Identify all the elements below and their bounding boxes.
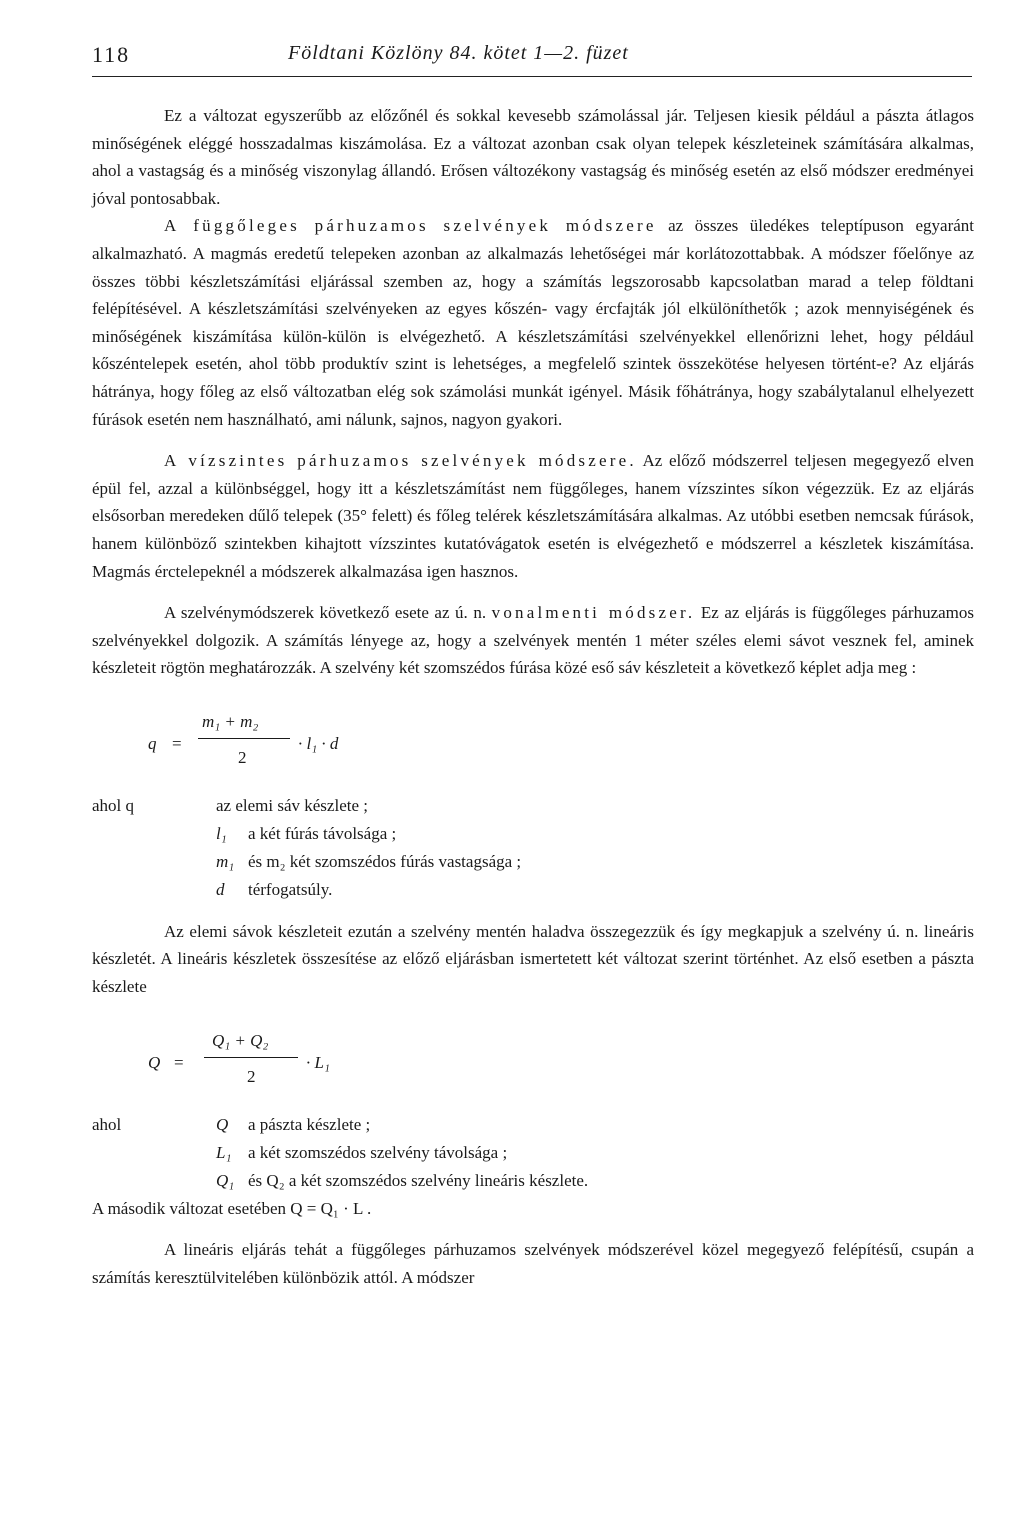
definition-symbol: d (216, 879, 225, 899)
definition-row (92, 848, 974, 876)
formula-q-eq: = (172, 733, 182, 753)
definition-symbol: l₁ (216, 823, 227, 843)
formula-Q-fraction-bar (204, 1057, 298, 1058)
definition-lead: ahol q (92, 795, 135, 815)
definition-row (92, 820, 974, 848)
paragraph-4-before: A szelvénymódszerek következő esete az ú. n. (164, 603, 492, 623)
definition-row (92, 1167, 974, 1195)
definitions-1 (92, 792, 974, 904)
formula-Q-eq: = (174, 1052, 184, 1072)
page-number: 118 (92, 42, 131, 67)
definition-text: az elemi sáv készlete ; (216, 795, 368, 815)
definition-row (92, 792, 974, 820)
definition-lead (92, 1167, 216, 1195)
definitions-2 (92, 1111, 974, 1195)
paragraph-4-text: Ez az eljárás is függőleges párhuzamos szelvényekkel dolgozik. A számítás lényege az, hogy a szelvények mentén 1 méter széles elemi sávot vesznek fel, aminek készleteit rögtön meghatározzák. A szelvény két szomszédos fúrása közé eső sáv készleteit a következő képlet adja meg : (92, 603, 975, 678)
formula-q-numerator: m₁ + m₂ (202, 711, 259, 731)
formula-q-lhs: q (148, 733, 157, 753)
definition-lead (92, 876, 216, 904)
definition-text: a két szomszédos szelvény távolsága ; (248, 1142, 508, 1162)
formula-Q (92, 1023, 974, 1103)
definition-text: és Q₂ a két szomszédos szelvény lineáris készlete. (248, 1170, 589, 1190)
paragraph-3-text: Az előző módszerrel teljesen megegyező elven épül fel, azzal a különbséggel, hogy itt a készletszámítást nem függőleges, hanem vízszintes síkon végezzük. Ez az eljárás elsősorban meredeken dűlő telepek (35° felett) és főleg telérek készletszámítására alkalmas. Az utóbbi esetben nemcsak fúrások, hanem különböző szintekben kihajtott vízszintes kutatóvágatok esetén is elvégezhető e módszerrel a készletek kiszámítása. Magmás érctelepeknél a módszerek alkalmazása igen hasznos. (92, 451, 974, 581)
definition-text: a két fúrás távolsága ; (248, 823, 397, 843)
section-heading-horizontal-sections: A vízszintes párhuzamos szelvények módszere. (164, 451, 637, 471)
definition-row (92, 876, 974, 904)
definition-row (92, 1139, 974, 1167)
definition-lead (92, 820, 216, 848)
definition-row (92, 1111, 974, 1139)
definition-text: a pászta készlete ; (248, 1114, 371, 1134)
definition-symbol: L₁ (216, 1142, 232, 1162)
formula-q (92, 704, 974, 784)
formula-q-denominator: 2 (238, 747, 247, 767)
paragraph-3 (92, 447, 974, 585)
section-heading-vertical-sections: A függőleges párhuzamos szelvények módszere (164, 216, 657, 236)
paragraph-2 (92, 212, 974, 433)
paragraph-7: A lineáris eljárás tehát a függőleges párhuzamos szelvények módszerével közel megegyező felépítésű, csupán a számítás keresztülvitelében különbözik attól. A módszer (92, 1240, 974, 1287)
section-heading-line-method: vonalmenti módszer. (491, 603, 696, 623)
paragraph-1: Ez a változat egyszerűbb az előzőnél és sokkal kevesebb számolással jár. Teljesen kiesik például a pászta átlagos minőségének eléggé hosszadalmas kiszámolása. Ez a változat azonban csak olyan telepek készleteinek számítására alkalmas, ahol a vastagság és a minőség viszonylag állandó. Erősen változékony vastagság és minőség esetén az első módszer eredményei jóval pontosabbak. (92, 106, 974, 208)
definition-text: és m₂ két szomszédos fúrás vastagsága ; (248, 851, 522, 871)
formula-Q-lhs: Q (148, 1052, 161, 1072)
definition-lead (92, 1139, 216, 1167)
paragraph-5: Az elemi sávok készleteit ezután a szelvény mentén haladva összegezzük és így megkapjuk a szelvény ú. n. lineáris készletét. A lineáris készletek összesítése az előző eljárásban ismertetett két változat szerint történhet. Az első esetben a pászta készlete (92, 921, 974, 997)
definition-symbol: Q₁ (216, 1170, 235, 1190)
definition-symbol: Q (216, 1114, 229, 1134)
journal-title: Földtani Közlöny 84. kötet 1—2. füzet (288, 42, 629, 64)
formula-q-tail: · l₁ · d (298, 733, 339, 753)
formula-Q-numerator: Q₁ + Q₂ (212, 1030, 269, 1050)
formula-Q-tail: · L₁ (306, 1052, 330, 1072)
paragraph-4 (92, 599, 974, 682)
definition-symbol: m₁ (216, 851, 235, 871)
formula-q-fraction-bar (198, 738, 290, 739)
definition-lead (92, 848, 216, 876)
page-header (92, 40, 972, 77)
definition-lead: ahol (92, 1114, 122, 1134)
formula-Q-denominator: 2 (247, 1066, 256, 1086)
paragraph-6: A második változat esetében Q = Q₁ · L . (92, 1198, 372, 1218)
body-text (92, 102, 974, 1291)
definition-text: térfogatsúly. (248, 879, 333, 899)
paragraph-2-text: az összes üledékes teleptípuson egyaránt alkalmazható. A magmás eredetű telepeken azonban az alkalmazás lehetőségei már korlátozottabbak. A módszer főelőnye az összes többi készletszámítási eljárással szemben az, hogy a számítás legszorosabb kapcsolatban marad a telep földtani felépítésével. A készletszámítási szelvényeken az egyes kőszén- vagy ércfajták jól elkülöníthetők ; azok mennyiségének és minőségének kiszámítása külön-külön is elvégezhető. A készletszámítási szelvényekkel ellenőrizni lehet, hogy például kőszéntelepek esetén, ahol több produktív szint is lehetséges, a megfelelő szintek összekötése helyesen történt-e? Az eljárás hátránya, hogy főleg az első változatban elég sok számolási munkát igényel. Másik főhátránya, hogy szabálytalanul elhelyezett fúrások esetén nem használható, ami nálunk, sajnos, nagyon gyakori. (92, 216, 975, 429)
